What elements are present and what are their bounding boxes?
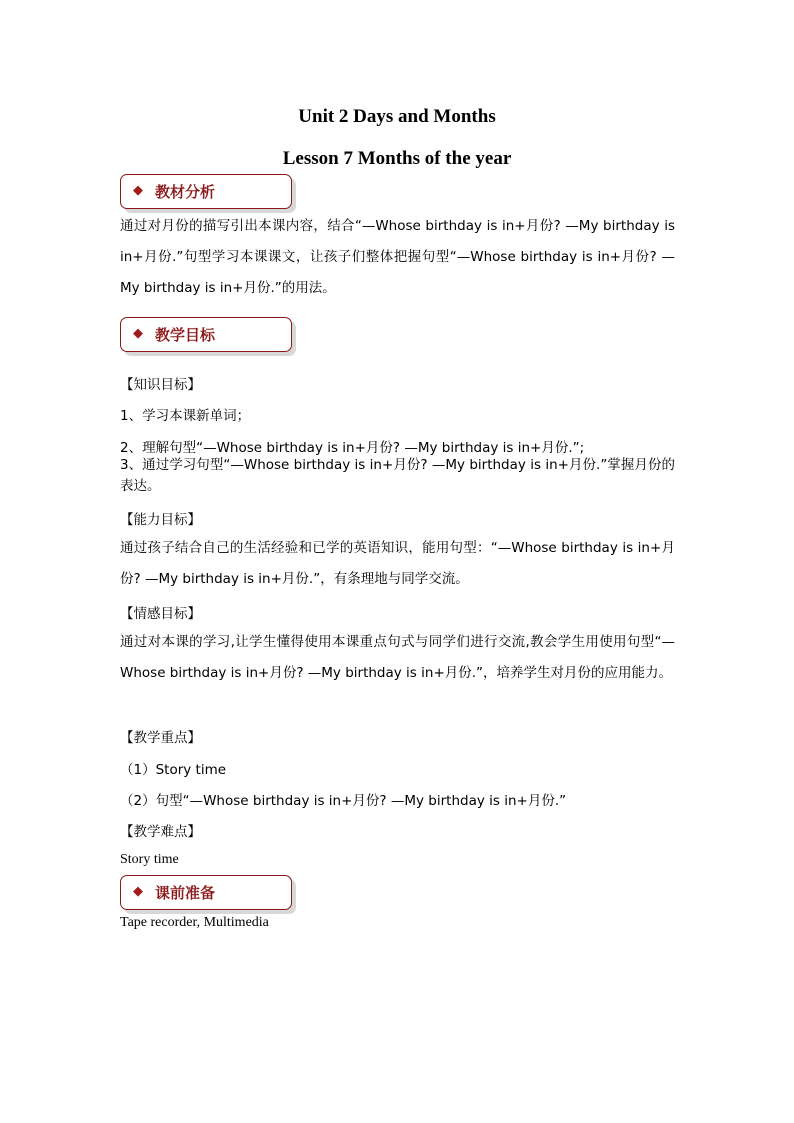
section-heading-label: 课前准备: [155, 884, 216, 902]
ability-goal-paragraph: 通过孩子结合自己的生活经验和已学的英语知识，能用句型：“—Whose birthday is in+月份? —My birthday is in+月份.”，有条理地与同学交流。: [120, 540, 675, 587]
unit-title: Unit 2 Days and Months: [298, 106, 496, 127]
diamond-bullet-icon: ◆: [133, 884, 143, 899]
key-point-1: （1）Story time: [120, 762, 227, 778]
analysis-paragraph: 通过对月份的描写引出本课内容，结合“—Whose birthday is in+月份? —My birthday is in+月份.”句型学习本课课文，让孩子们整体把握句型“—Whose birthday is in+月份? —My birthday is in+月份.”的用法。: [120, 218, 675, 296]
section-heading-prep: [120, 875, 292, 910]
knowledge-goal-item-2: 2、理解句型“—Whose birthday is in+月份? —My birthday is in+月份.”;: [120, 440, 585, 456]
difficulty-label: 【教学难点】: [120, 824, 201, 840]
knowledge-goal-label: 【知识目标】: [120, 377, 201, 393]
key-points-label: 【教学重点】: [120, 730, 201, 746]
section-heading-label: 教学目标: [155, 326, 216, 344]
knowledge-goal-item-3: 3、通过学习句型“—Whose birthday is in+月份? —My birthday is in+月份.”掌握月份的表达。: [120, 457, 675, 494]
diamond-bullet-icon: ◆: [133, 326, 143, 341]
lesson-title: Lesson 7 Months of the year: [282, 148, 512, 169]
diamond-bullet-icon: ◆: [133, 183, 143, 198]
emotion-goal-label: 【情感目标】: [120, 606, 201, 622]
section-heading-goals: [120, 317, 292, 352]
ability-goal-label: 【能力目标】: [120, 512, 201, 528]
section-heading-label: 教材分析: [155, 183, 216, 201]
knowledge-goal-item-1: 1、学习本课新单词；: [120, 408, 251, 424]
key-point-2: （2）句型“—Whose birthday is in+月份? —My birthday is in+月份.”: [120, 793, 567, 809]
section-heading-analysis: [120, 174, 292, 209]
difficulty-text: Story time: [120, 852, 179, 867]
prep-materials: Tape recorder, Multimedia: [120, 915, 269, 930]
emotion-goal-paragraph: 通过对本课的学习,让学生懂得使用本课重点句式与同学们进行交流,教会学生用使用句型“—Whose birthday is in+月份? —My birthday is in+月份.”，培养学生对月份的应用能力。: [120, 634, 675, 681]
